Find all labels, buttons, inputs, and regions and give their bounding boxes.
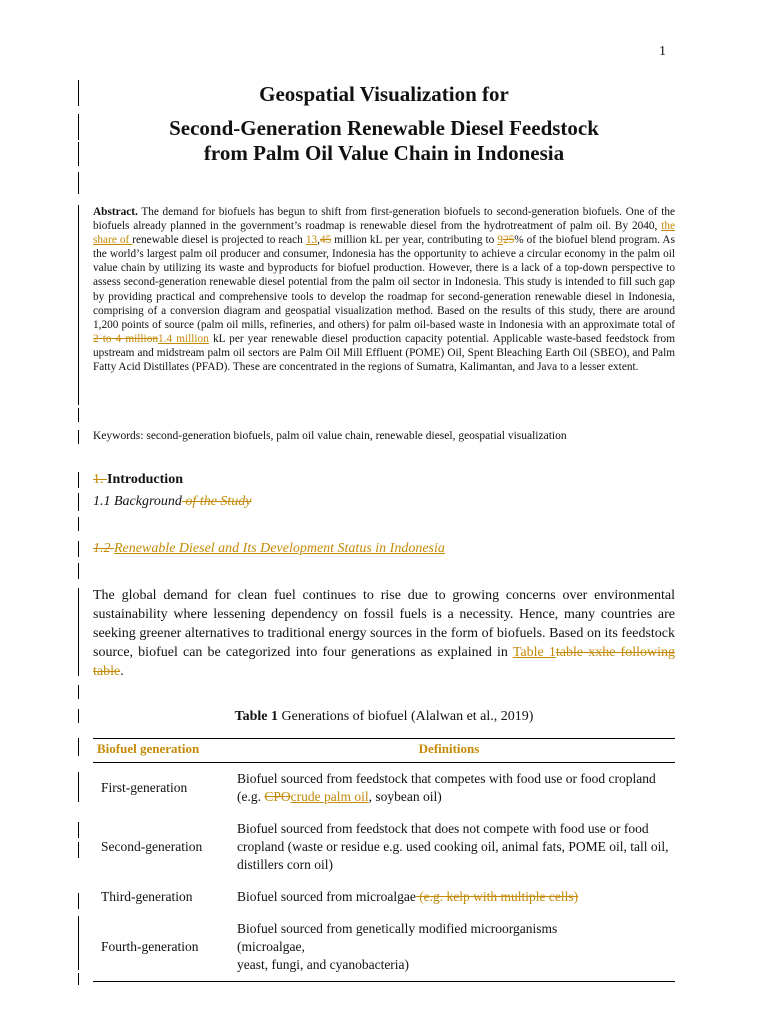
change-bar: [78, 588, 79, 676]
deleted-text: 1.2: [93, 541, 114, 556]
generation-cell: First-generation: [101, 780, 188, 795]
subsection-title: 1.1 Background: [93, 494, 182, 509]
deleted-text: (e.g. kelp with multiple cells): [415, 889, 579, 904]
abstract: [93, 205, 675, 374]
change-bar: [78, 916, 79, 970]
table-caption-text: Generations of biofuel (Alalwan et al., 2019): [278, 709, 534, 724]
definition-text: Biofuel sourced from microalgae: [237, 889, 416, 904]
inserted-text: 9: [497, 234, 503, 247]
change-bar: [78, 430, 79, 444]
abstract-text: kL per year renewable diesel production capacity potential. Applicable waste-based feedstock from upstream and midstream palm oil sectors are Palm Oil Mill Effluent (POME) Oil, Spent Bleaching Earth Oil (SBEO), and Palm Fatty Acid Distillates (PFAD). These are concentrated in the regions of Sumatra, Kalimantan, and Java to a lesser extent.: [93, 332, 675, 374]
table-row: [93, 763, 675, 814]
section-title: Introduction: [107, 472, 183, 487]
page-number: 1: [659, 44, 666, 59]
subsection-heading-background: [93, 494, 252, 510]
body-paragraph: [93, 586, 675, 681]
table-row: [93, 813, 675, 881]
abstract-label: Abstract.: [93, 206, 138, 218]
definition-text: (microalgae,: [237, 939, 305, 954]
table-row: [93, 881, 675, 913]
table-row: [93, 913, 675, 982]
definition-text: Biofuel sourced from feedstock that competes with food use or food cropland (e.g.: [237, 771, 656, 804]
definition-text: Biofuel sourced from genetically modified microorganisms: [237, 921, 558, 936]
title-line-1: Geospatial Visualization for: [259, 82, 509, 106]
change-bar: [78, 685, 79, 699]
abstract-text: The demand for biofuels has begun to shift from first-generation biofuels to second-generation biofuels. One of the biofuels already planned in the government’s roadmap is renewable diesel from the hydrotreatment of palm oil. By 2040,: [93, 206, 675, 233]
deleted-text: 2 to 4 million: [93, 332, 158, 345]
table-caption: [0, 709, 768, 725]
table-label: Table 1: [234, 709, 279, 724]
deleted-text: 25: [502, 234, 515, 247]
deleted-text: 1.: [93, 472, 107, 487]
inserted-text: the share of: [93, 220, 675, 247]
abstract-text: million kL per year, contributing to: [331, 234, 498, 247]
inserted-text: crude palm oil: [290, 789, 369, 804]
change-bar: [78, 822, 79, 838]
biofuel-generations-table: [93, 738, 675, 982]
subsection-heading-renewable-diesel: [93, 541, 445, 557]
abstract-text: ,: [317, 234, 320, 247]
change-bar: [78, 893, 79, 909]
change-bar: [78, 563, 79, 579]
definition-cell: [223, 813, 675, 881]
table-header-row: [93, 739, 675, 763]
inserted-text: Renewable Diesel and Its Development Status in Indonesia: [114, 541, 445, 556]
title-line-2: Second-Generation Renewable Diesel Feedstock: [169, 116, 599, 140]
change-bar: [78, 517, 79, 531]
change-bar: [78, 408, 79, 422]
change-bar: [78, 842, 79, 858]
column-header: Definitions: [223, 739, 675, 763]
definition-cell: [223, 913, 675, 982]
section-heading-introduction: [93, 472, 183, 488]
inserted-text: 1.4 million: [158, 332, 209, 345]
change-bar: [78, 172, 79, 194]
change-bar: [78, 472, 79, 488]
definition-text: Biofuel sourced from feedstock that does not compete with food use or food cropland (waste or residue e.g. used cooking oil, animal fats, POME oil, tall oil, distillers corn oil): [237, 821, 669, 872]
table-reference-link[interactable]: Table 1: [512, 645, 556, 660]
deleted-text: table xxhe following table: [93, 645, 675, 679]
change-bar: [78, 541, 79, 557]
definition-cell: [223, 763, 675, 814]
change-bar: [78, 973, 79, 985]
title-line-3: from Palm Oil Value Chain in Indonesia: [203, 141, 565, 165]
title-lines: [0, 116, 768, 166]
keywords: Keywords: second-generation biofuels, palm oil value chain, renewable diesel, geospatial visualization: [93, 430, 567, 442]
change-bar: [78, 205, 79, 405]
generation-cell: Second-generation: [101, 839, 203, 854]
abstract-text: % of the biofuel blend program. As the world’s largest palm oil producer and consumer, Indonesia has the opportunity to achieve a circular economy in the palm oil value chain by utilizing its waste and byproducts for biofuel production. However, there is a lack of a top-down perspective to assess second-generation renewable diesel potential from the palm oil sector in Indonesia. This study is intended to fill such gap by providing practical and comprehensive tools to develop the roadmap for second-generation renewable diesel in Indonesia, comprising of a conversion diagram and geospatial visualization method. Based on the results of this study, there are around 1,200 points of source (palm oil mills, refineries, and others) for palm oil-based waste in Indonesia with an approximate total of: [93, 234, 675, 331]
change-bar: [78, 738, 79, 756]
deleted-text: 45: [319, 234, 332, 247]
inserted-text: 13: [305, 234, 318, 247]
generation-cell: Fourth-generation: [93, 913, 223, 982]
abstract-text: renewable diesel is projected to reach: [132, 234, 306, 247]
column-header: Biofuel generation: [93, 739, 223, 763]
paragraph-text: .: [120, 664, 124, 679]
definition-text: yeast, fungi, and cyanobacteria): [237, 957, 410, 972]
deleted-text: of the Study: [181, 494, 252, 509]
change-bar: [78, 493, 79, 511]
definition-cell: [223, 881, 675, 913]
change-bar: [78, 772, 79, 802]
generation-cell: Third-generation: [101, 889, 193, 904]
definition-text: , soybean oil): [368, 789, 442, 804]
deleted-text: CPO: [264, 789, 291, 804]
paragraph-text: The global demand for clean fuel continues to rise due to growing concerns over environmental sustainability where lessening dependency on fossil fuels is a necessity. Hence, many countries are seeking greener alternatives to traditional energy sources in the form of biofuels. Based on its feedstock source, biofuel can be categorized into four generations as explained in: [93, 588, 675, 660]
